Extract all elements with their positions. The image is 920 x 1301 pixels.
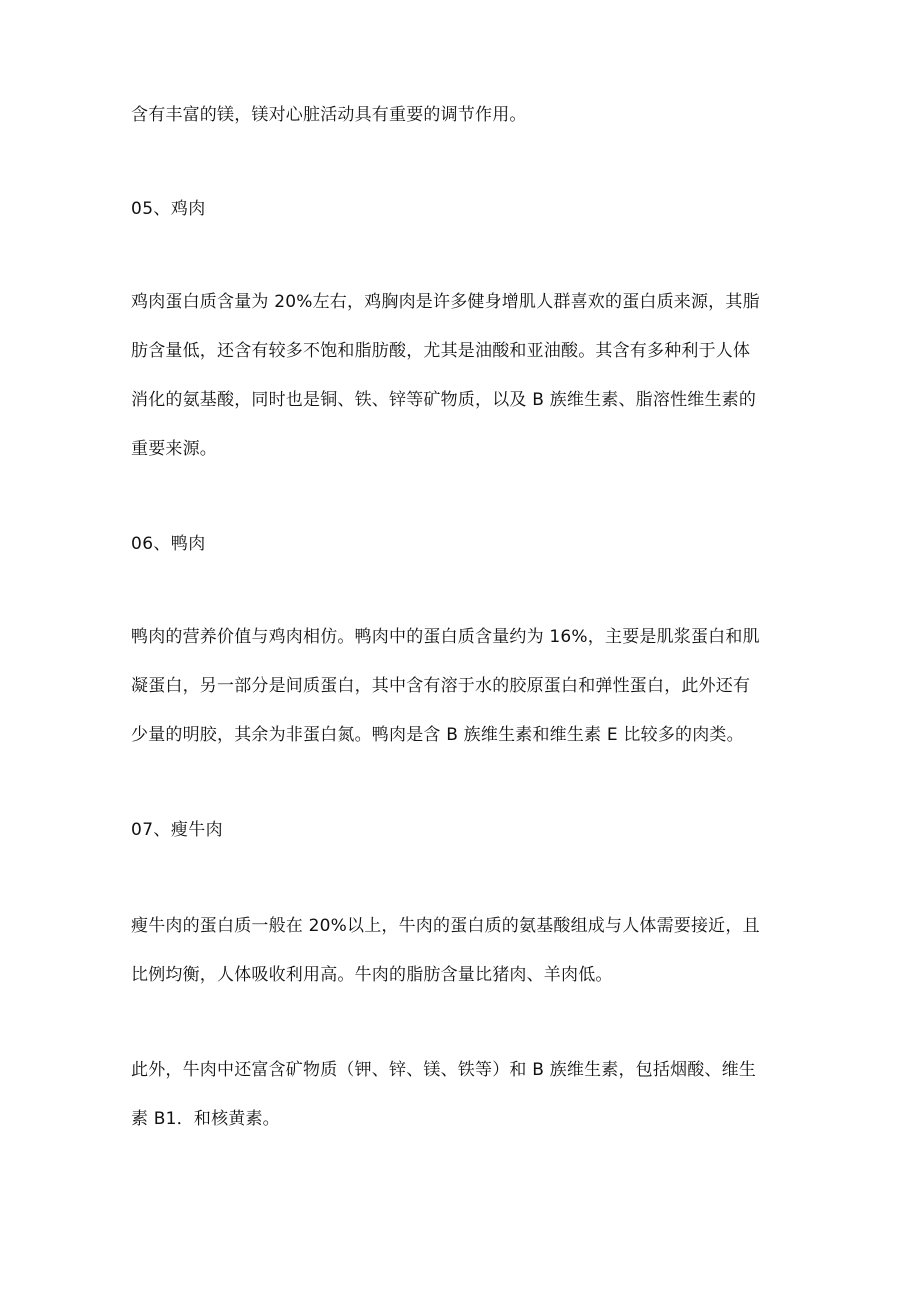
paragraph-line: 肪含量低，还含有较多不饱和脂肪酸，尤其是油酸和亚油酸。其含有多种利于人体 <box>131 341 751 361</box>
paragraph-line: 鸭肉的营养价值与鸡肉相仿。鸭肉中的蛋白质含量约为 16%，主要是肌浆蛋白和肌 <box>131 627 760 647</box>
paragraph-line: 素 B1．和核黄素。 <box>131 1109 280 1129</box>
lean-beef-paragraph-1 <box>131 902 801 1000</box>
paragraph-line: 少量的明胶，其余为非蛋白氮。鸭肉是含 B 族维生素和维生素 E 比较多的肉类。 <box>131 725 744 745</box>
chicken-paragraph <box>131 278 801 474</box>
lean-beef-paragraph-2 <box>131 1046 801 1144</box>
paragraph-line: 凝蛋白，另一部分是间质蛋白，其中含有溶于水的胶原蛋白和弹性蛋白，此外还有 <box>131 676 751 696</box>
paragraph-line: 含有丰富的镁，镁对心脏活动具有重要的调节作用。 <box>131 105 527 125</box>
paragraph-line: 重要来源。 <box>131 439 217 459</box>
paragraph-line: 鸡肉蛋白质含量为 20%左右，鸡胸肉是许多健身增肌人群喜欢的蛋白质来源，其脂 <box>131 292 760 312</box>
paragraph-line: 瘦牛肉的蛋白质一般在 20%以上，牛肉的蛋白质的氨基酸组成与人体需要接近，且 <box>131 916 760 936</box>
intro-paragraph <box>131 91 801 140</box>
paragraph-line: 比例均衡，人体吸收利用高。牛肉的脂肪含量比猪肉、羊肉低。 <box>131 965 613 985</box>
section-heading-lean-beef: 07、瘦牛肉 <box>131 820 224 840</box>
paragraph-line: 消化的氨基酸，同时也是铜、铁、锌等矿物质，以及 B 族维生素、脂溶性维生素的 <box>131 390 757 410</box>
paragraph-line: 此外，牛肉中还富含矿物质（钾、锌、镁、铁等）和 B 族维生素，包括烟酸、维生 <box>131 1060 757 1080</box>
section-heading-duck: 06、鸭肉 <box>131 534 206 554</box>
section-heading-chicken: 05、鸡肉 <box>131 199 206 219</box>
duck-paragraph <box>131 613 801 760</box>
